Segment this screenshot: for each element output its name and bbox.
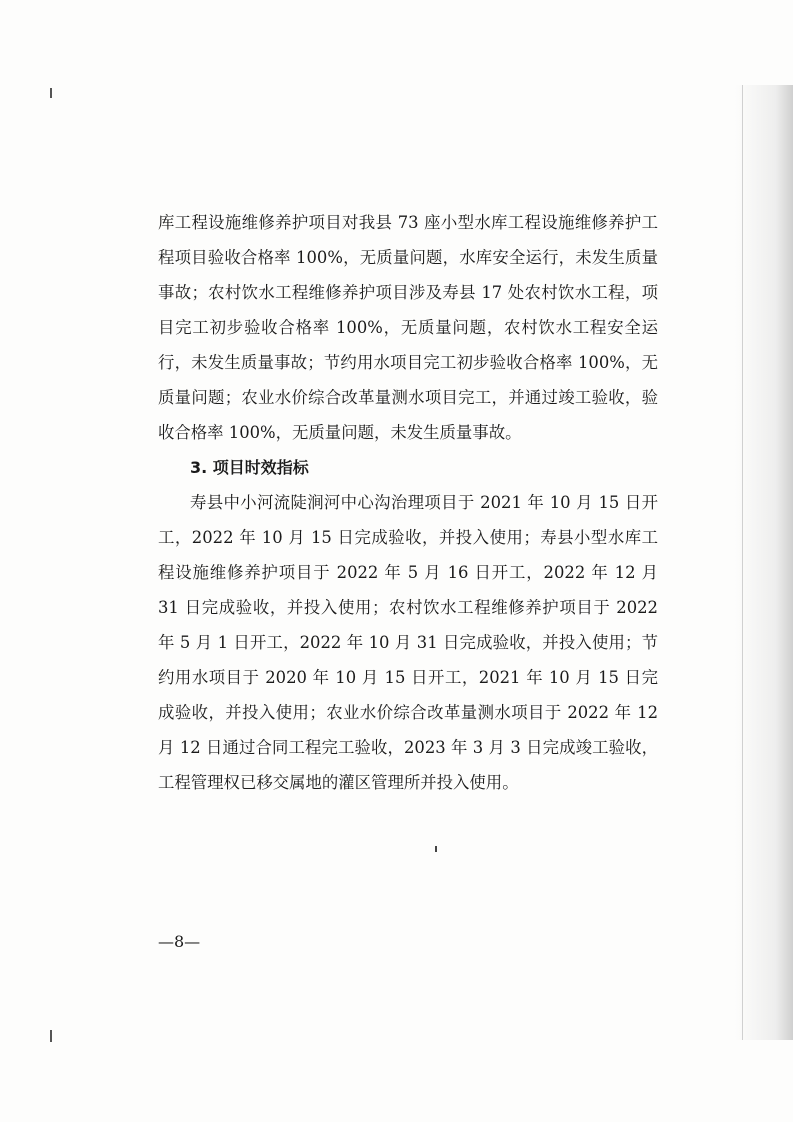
scan-mark-bottom-left bbox=[50, 1030, 52, 1042]
page-number: —8— bbox=[158, 932, 201, 951]
scan-edge-line bbox=[742, 85, 743, 1040]
section-heading-timeliness: 3. 项目时效指标 bbox=[190, 458, 309, 477]
paragraph-quality-results: 库工程设施维修养护项目对我县 73 座小型水库工程设施维修养护工程项目验收合格率 100%，无质量问题，水库安全运行，未发生质量事故；农村饮水工程维修养护项目涉及寿县 17 处农村饮水工程，项目完工初步验收合格率 100%，无质量问题，农村饮水工程安全运行，未发生质量事故；节约用水项目完工初步验收合格率 100%，无质量问题；农业水价综合改革量测水项目完工，并通过竣工验收，验收合格率 100%，无质量问题，未发生质量事故。 bbox=[158, 213, 658, 442]
paragraph-timeliness: 寿县中小河流陡涧河中心沟治理项目于 2021 年 10 月 15 日开工，2022 年 10 月 15 日完成验收，并投入使用；寿县小型水库工程设施维修养护项目于 2022 年 5 月 16 日开工，2022 年 12 月 31 日完成验收，并投入使用；农村饮水工程维修养护项目于 2022 年 5 月 1 日开工，2022 年 10 月 31 日完成验收，并投入使用；节约用水项目于 2020 年 10 月 15 日开工，2021 年 10 月 15 日完成验收，并投入使用；农业水价综合改革量测水项目于 2022 年 12 月 12 日通过合同工程完工验收，2023 年 3 月 3 日完成竣工验收，工程管理权已移交属地的灌区管理所并投入使用。 bbox=[158, 493, 658, 792]
body-text bbox=[158, 205, 658, 800]
scan-shadow-right bbox=[735, 85, 793, 1040]
scan-speck bbox=[435, 846, 437, 852]
scan-mark-top-left bbox=[50, 88, 52, 98]
